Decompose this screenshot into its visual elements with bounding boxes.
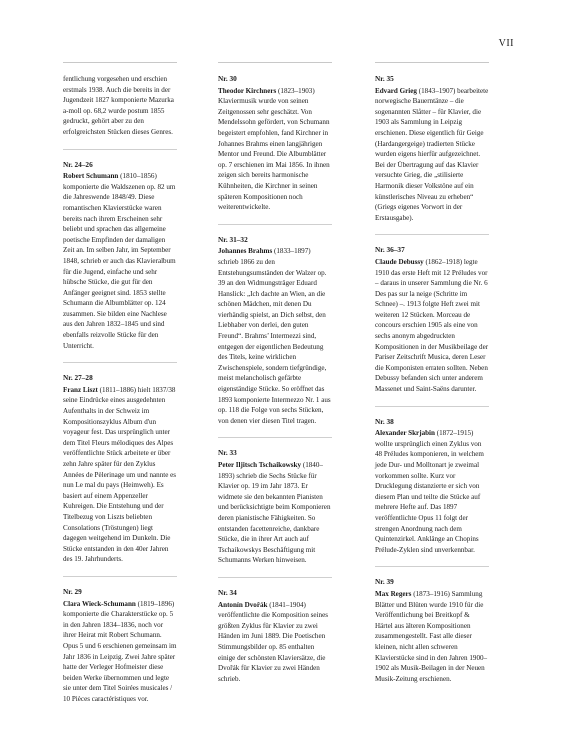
entry-body: (1811–1886) hielt 1837/38 seine Eindrücke eines ausgedehnten Aufenthalts in der Schweiz im Kompositionszyklus Album d'un voyageur fest. Das ursprünglich unter dem Titel Fleurs mélodiques des Alpes veröffentlichte Stück arbeitete er über zehn Jahre später für den Zyklus Années de Pèlerinage um und nannte es nun Le mal du pays (Heimweh). Es basiert auf einem Appenzeller Kuhreigen. Die Entstehung und der Titelbezug von Liszts beliebten Consolations (Tröstungen) liegt dagegen weitgehend im Dunkeln. Die Stücke entstanden in den 40er Jahren des 19. Jahrhunderts. — [63, 385, 177, 564]
entry-number: Nr. 38 — [375, 416, 394, 426]
composer-name: Robert Schumann — [63, 172, 119, 181]
entry-number: Nr. 24–26 — [63, 159, 93, 169]
entry-body: (1833–1897) schrieb 1866 zu den Entstehungsumständen der Walzer op. 39 an den Widmungsträger Eduard Hanslick: „Ich dachte an Wien, an die schönen Mädchen, mit denen Du vierhändig spielst, an Dich selbst, den Liebhaber von derlei, den guten Freund“. Brahms’ Intermezzi sind, entgegen der eigentlichen Bedeutung des Titels, keine wirklichen Zwischenspiele, sondern tiefgründige, meist melancholisch gefärbte eigenständige Stücke. So eröffnet das 1893 komponierte Intermezzo Nr. 1 aus op. 118 die Folge von sechs Stücken, von denen vier diesen Titel tragen. — [218, 247, 331, 425]
entry-number: Nr. 39 — [375, 577, 394, 587]
entry-text — [218, 600, 332, 685]
page-number: VII — [498, 38, 514, 49]
entry-number: Nr. 27–28 — [63, 373, 93, 383]
entry-text — [218, 86, 332, 213]
entry-body: (1823–1903) Klaviermusik wurde von seinen Zeitgenossen sehr geschätzt. Von Mendelssohn gefördert, von Schumann begeistert empfohlen, fand Kirchner in Johannes Brahms einen langjährigen Mentor und Freund. Die Albumblätter op. 7 erschienen im Mai 1856. In ihnen zeigen sich bereits harmonische Kühnheiten, die Kirchner in seinen späteren Kompositionen noch weiterentwickelte. — [218, 86, 330, 212]
entry-text — [218, 246, 332, 426]
composer-name: Clara Wieck-Schumann — [63, 599, 136, 608]
entry-body: (1873–1916) Sammlung Blätter und Blüten wurde 1910 für die Veröffentlichung bei Breitkopf & Härtel aus älteren Kompositionen zusammengestellt. Fast alle dieser kleinen, nicht allen schweren Klavierstücke sind in den Jahren 1900–1902 als Musik-Beilagen in der Neuen Musik-Zeitung erschienen. — [375, 589, 488, 683]
composer-name: Peter Iljitsch Tschaikowsky — [218, 461, 302, 469]
entry-number: Nr. 34 — [218, 587, 237, 597]
composer-name: Alexander Skrjabin — [375, 429, 435, 438]
entry-divider — [63, 149, 177, 150]
entry-number: Nr. 36–37 — [375, 245, 405, 255]
composer-name: Edvard Grieg — [375, 86, 417, 95]
entry-text — [375, 428, 489, 555]
entry-number: Nr. 31–32 — [218, 234, 248, 244]
entry-number: Nr. 35 — [375, 74, 394, 83]
entry-divider — [63, 576, 177, 577]
entry-divider — [63, 362, 177, 363]
composer-name: Antonín Dvořák — [218, 600, 268, 609]
entry-number: Nr. 30 — [218, 74, 237, 83]
entry-text — [63, 385, 177, 565]
text-column-3 — [375, 74, 489, 684]
text-column-2 — [218, 74, 332, 684]
composer-name: Theodor Kirchners — [218, 86, 277, 95]
entry-body: (1843–1907) bearbeitete norwegische Bauerntänze – die sogenannten Slåtter – für Klavier, die 1903 als Sammlung in Leipzig erschienen. Diese eigentlich für Geige (Hardangergeige) tradierten Stücke wurden eigens hierfür aufgezeichnet. Bei der Übertragung auf das Klavier versuchte Grieg, die „stilisierte Harmonik dieser Volkstöne auf ein künstlerisches Niveau zu erheben“ (Griegs eigenes Vorwort in der Erstausgabe). — [375, 86, 489, 222]
composer-name: Max Regers — [375, 589, 412, 598]
entry-body: (1841–1904) veröffentlichte die Komposition seines größten Zyklus für Klavier zu zwei Händen im Juni 1889. Die Poetischen Stimmungsbilder op. 85 enthalten einige der schönsten Klaviersätze, die Dvořák für Klavier zu zwei Händen schrieb. — [218, 600, 328, 683]
entry-body: (1810–1856) komponierte die Waldszenen op. 82 um die Jahreswende 1848/49. Diese romantischen Klavierstücke waren bereits nach ihrem Erscheinen sehr beliebt und sprachen das allgemeine poetische Empfinden der damaligen Zeit an. Im selben Jahr, im September 1848, schrieb er auch das Klavieralbum für die Jugend, einfache und sehr hübsche Stücke, die gut für den Anfänger geeignet sind. 1853 stellte Schumann die Albumblätter op. 124 zusammen. Sie bilden eine Nachlese aus den Jahren 1832–1845 und sind ebenfalls reizvolle Stücke für den Unterricht. — [63, 172, 176, 350]
top-rule — [375, 62, 489, 63]
entry-text — [218, 460, 332, 566]
entry-text — [63, 171, 177, 351]
composer-name: Johannes Brahms — [218, 247, 273, 256]
composer-name: Franz Liszt — [63, 385, 98, 394]
entry-text — [375, 257, 489, 395]
entry-number: Nr. 29 — [63, 586, 82, 596]
entry-divider — [375, 566, 489, 567]
entry-text — [375, 589, 489, 684]
composer-name: Claude Debussy — [375, 257, 424, 266]
entry-body: fentlichung vorgesehen und erschien erstmals 1938. Auch die bereits in der Jugendzeit 1827 komponierte Mazurka a-moll op. 68,2 wurde postum 1855 gedruckt, gehört aber zu den erfolgreichsten Stücken dieses Genres. — [63, 75, 174, 136]
entry-body: (1862–1918) legte 1910 das erste Heft mit 12 Préludes vor – daraus in unserer Sammlung die Nr. 6 Des pas sur la neige (Schritte im Schnee) –. 1913 folgte Heft zwei mit weiteren 12 Stücken. Morceau de concours erschien 1905 als eine von sechs anonym abgedruckten Kompositionen in der Musikbeilage der Pariser Zeitschrift Musica, deren Leser die Komponisten erraten sollten. Neben Debussy befanden sich unter anderem Massenet und Saint-Saëns darunter. — [375, 257, 489, 394]
entry-body: (1819–1896) komponierte die Charakterstücke op. 5 in den Jahren 1834–1836, noch vor ihrer Heirat mit Robert Schumann. Opus 5 und 6 erschienen gemeinsam im Jahr 1836 in Leipzig. Zwei Jahre später hatte der Verleger Hofmeister diese beiden Werke übernommen und legte sie unter dem Titel Soirées musicales / 10 Pièces caractéristiques vor. — [63, 599, 177, 703]
entry-text — [375, 86, 489, 224]
entry-divider — [218, 437, 332, 438]
entry-divider — [218, 224, 332, 225]
top-rule — [218, 62, 332, 63]
text-column-1 — [63, 74, 177, 704]
entry-divider — [375, 234, 489, 235]
entry-divider — [375, 406, 489, 407]
entry-body: (1840–1893) schrieb die Sechs Stücke für Klavier op. 19 im Jahr 1873. Er widmete sie den bekannten Pianisten und berücksichtigte beim Komponieren deren pianistische Fähigkeiten. So entstanden facettenreiche, dankbare Stücke, die in ihrer Art auch auf Tschaikowskys Beschäftigung mit Schumanns Werken hinweisen. — [218, 461, 331, 565]
entry-body: (1872–1915) wollte ursprünglich einen Zyklus von 48 Préludes komponieren, in welchem jede Dur- und Molltonart je zweimal vorkommen sollte. Kurz vor Drucklegung distanzierte er sich von diesem Plan und teilte die Stücke auf mehrere Hefte auf. Das 1897 veröffentlichte Opus 11 folgt der strengen Anordnung nach dem Quintenzirkel. Anklänge an Chopins Prélude-Zyklen sind unverkennbar. — [375, 429, 484, 554]
entry-text — [63, 599, 177, 705]
entry-divider — [218, 577, 332, 578]
entry-number: Nr. 33 — [218, 448, 237, 458]
top-rule — [63, 62, 177, 63]
